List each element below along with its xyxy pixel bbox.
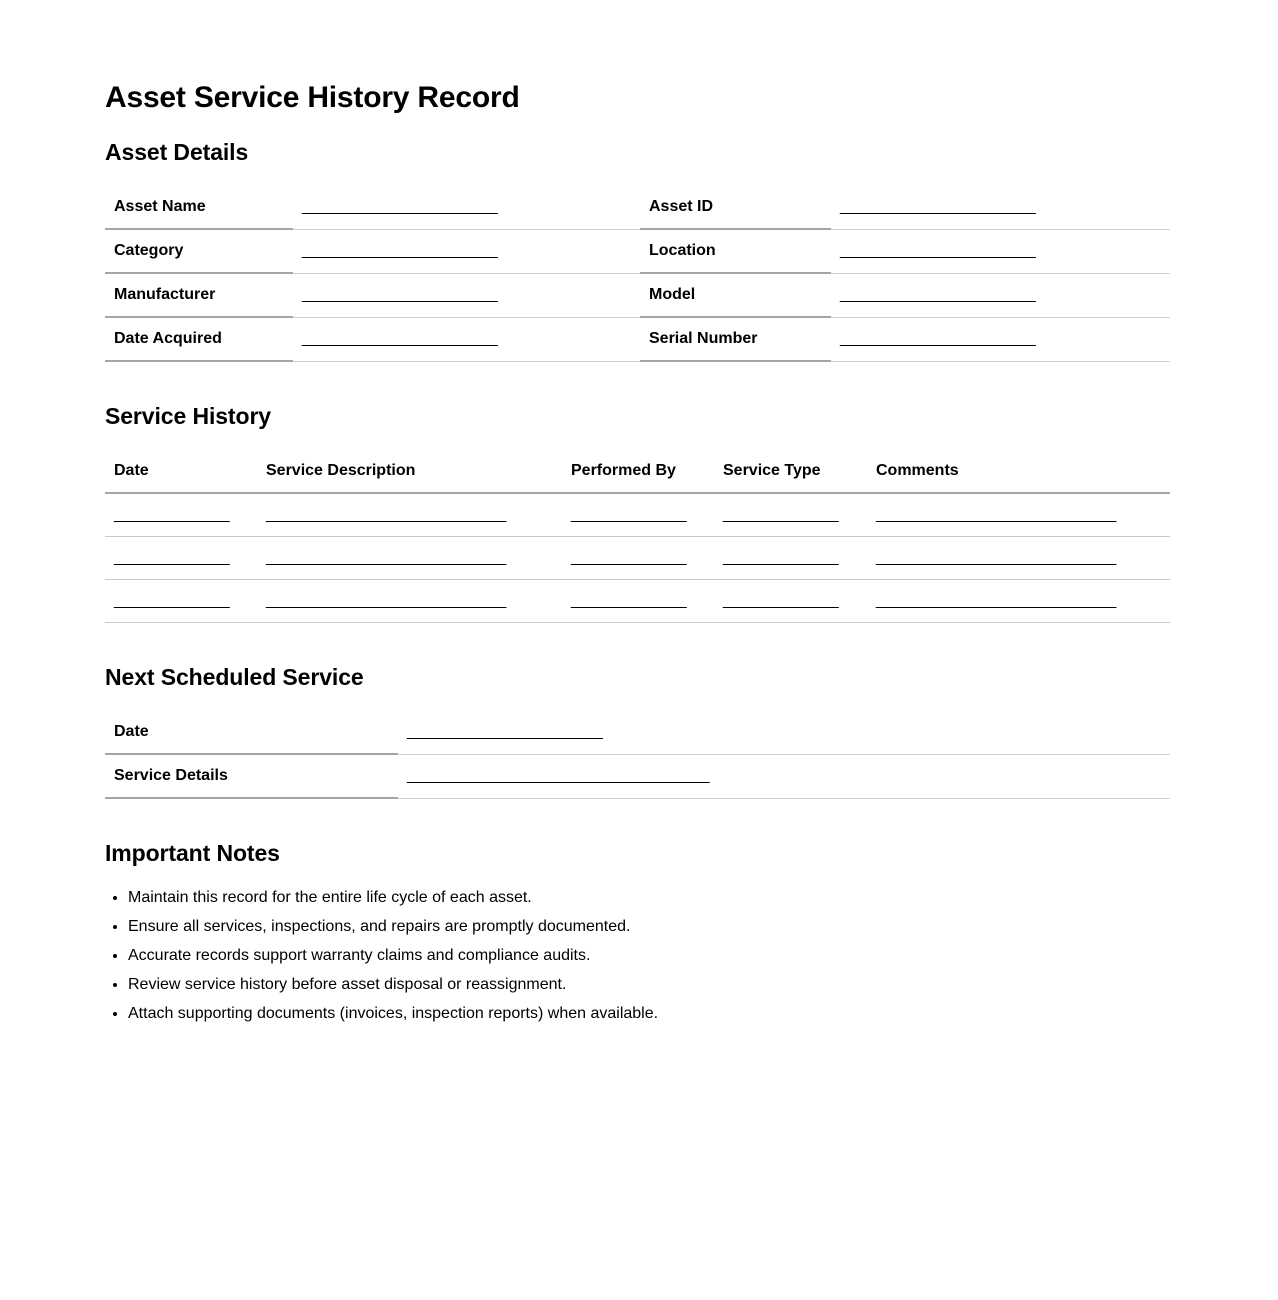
field-label-date-acquired: Date Acquired <box>105 317 293 361</box>
field-blank-location: ______________________ <box>831 229 1170 273</box>
field-label-next-date: Date <box>105 711 398 754</box>
field-label-asset-id: Asset ID <box>640 186 831 229</box>
field-blank-next-date: ______________________ <box>398 711 1170 754</box>
cell-blank-performed-by: _____________ <box>562 493 714 537</box>
cell-blank-performed-by: _____________ <box>562 580 714 623</box>
service-history-row <box>105 537 1170 580</box>
cell-blank-comments: ___________________________ <box>867 580 1170 623</box>
note-item: • Attach supporting documents (invoices, inspection reports) when available. <box>128 1003 1173 1024</box>
note-item: • Review service history before asset disposal or reassignment. <box>128 974 1173 995</box>
column-header-service-type: Service Type <box>714 450 867 493</box>
asset-details-row <box>105 229 1170 273</box>
field-blank-category: ______________________ <box>293 229 640 273</box>
field-blank-serial-number: ______________________ <box>831 317 1170 361</box>
cell-blank-description: ___________________________ <box>257 537 562 580</box>
field-label-model: Model <box>640 273 831 317</box>
section-heading-asset-details: Asset Details <box>105 139 249 165</box>
document-title: Asset Service History Record <box>105 81 520 114</box>
asset-details-row <box>105 186 1170 229</box>
cell-blank-date: _____________ <box>105 493 257 537</box>
field-label-serial-number: Serial Number <box>640 317 831 361</box>
section-heading-important-notes: Important Notes <box>105 840 280 866</box>
field-label-manufacturer: Manufacturer <box>105 273 293 317</box>
field-label-location: Location <box>640 229 831 273</box>
service-history-row <box>105 580 1170 623</box>
note-item: • Ensure all services, inspections, and repairs are promptly documented. <box>128 916 1173 937</box>
section-heading-service-history: Service History <box>105 403 271 429</box>
column-header-comments: Comments <box>867 450 1170 493</box>
service-history-row <box>105 493 1170 537</box>
asset-details-table <box>105 186 1170 362</box>
field-label-asset-name: Asset Name <box>105 186 293 229</box>
field-blank-asset-id: ______________________ <box>831 186 1170 229</box>
field-blank-asset-name: ______________________ <box>293 186 640 229</box>
important-notes-list <box>105 887 1173 1024</box>
column-header-performed-by: Performed By <box>562 450 714 493</box>
cell-blank-comments: ___________________________ <box>867 537 1170 580</box>
field-blank-model: ______________________ <box>831 273 1170 317</box>
field-label-category: Category <box>105 229 293 273</box>
field-label-service-details: Service Details <box>105 754 398 798</box>
section-heading-next-scheduled-service: Next Scheduled Service <box>105 664 364 690</box>
cell-blank-description: ___________________________ <box>257 493 562 537</box>
field-blank-manufacturer: ______________________ <box>293 273 640 317</box>
cell-blank-date: _____________ <box>105 580 257 623</box>
next-scheduled-row <box>105 711 1170 754</box>
field-blank-date-acquired: ______________________ <box>293 317 640 361</box>
cell-blank-service-type: _____________ <box>714 537 867 580</box>
cell-blank-date: _____________ <box>105 537 257 580</box>
cell-blank-comments: ___________________________ <box>867 493 1170 537</box>
service-history-header-row <box>105 450 1170 493</box>
asset-details-row <box>105 273 1170 317</box>
cell-blank-description: ___________________________ <box>257 580 562 623</box>
column-header-date: Date <box>105 450 257 493</box>
next-scheduled-row <box>105 754 1170 798</box>
service-history-table <box>105 450 1170 623</box>
note-item: • Maintain this record for the entire life cycle of each asset. <box>128 887 1173 908</box>
note-item: • Accurate records support warranty claims and compliance audits. <box>128 945 1173 966</box>
field-blank-service-details: __________________________________ <box>398 754 1170 798</box>
asset-details-row <box>105 317 1170 361</box>
cell-blank-service-type: _____________ <box>714 493 867 537</box>
next-scheduled-service-table <box>105 711 1170 799</box>
column-header-service-description: Service Description <box>257 450 562 493</box>
cell-blank-performed-by: _____________ <box>562 537 714 580</box>
cell-blank-service-type: _____________ <box>714 580 867 623</box>
